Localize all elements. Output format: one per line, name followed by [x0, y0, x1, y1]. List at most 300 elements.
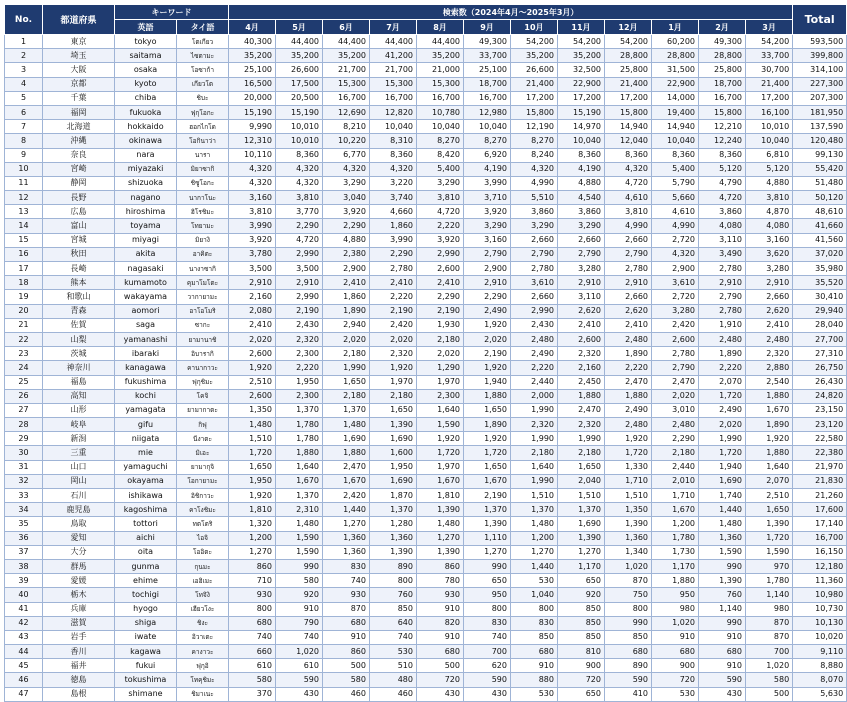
cell-keyword-thai: ฟุกุโอกะ: [177, 105, 229, 119]
cell-month-value: 1,890: [699, 347, 746, 361]
table-row[interactable]: [5, 389, 847, 403]
cell-keyword-thai: ซากะ: [177, 318, 229, 332]
cell-month-value: 2,300: [417, 389, 464, 403]
cell-month-value: 2,290: [652, 432, 699, 446]
cell-month-value: 870: [746, 630, 793, 644]
table-row[interactable]: [5, 616, 847, 630]
cell-month-value: 2,600: [417, 262, 464, 276]
table-row[interactable]: [5, 91, 847, 105]
table-row[interactable]: [5, 602, 847, 616]
header-month[interactable]: 12月: [605, 20, 652, 35]
cell-no: 15: [5, 233, 43, 247]
cell-month-value: 22,900: [652, 77, 699, 91]
cell-no: 35: [5, 517, 43, 531]
header-month[interactable]: 1月: [652, 20, 699, 35]
table-row[interactable]: [5, 191, 847, 205]
cell-month-value: 2,600: [558, 332, 605, 346]
cell-month-value: 1,810: [417, 489, 464, 503]
table-row[interactable]: [5, 49, 847, 63]
cell-month-value: 3,290: [558, 219, 605, 233]
cell-month-value: 21,400: [605, 77, 652, 91]
table-row[interactable]: [5, 645, 847, 659]
header-month[interactable]: 10月: [511, 20, 558, 35]
cell-month-value: 2,910: [605, 276, 652, 290]
cell-month-value: 2,220: [605, 361, 652, 375]
cell-keyword-english: nagano: [115, 191, 177, 205]
cell-month-value: 1,330: [605, 460, 652, 474]
cell-keyword-thai: โทยามะ: [177, 219, 229, 233]
table-row[interactable]: [5, 474, 847, 488]
cell-month-value: 1,890: [746, 418, 793, 432]
cell-month-value: 1,200: [652, 517, 699, 531]
cell-no: 19: [5, 290, 43, 304]
table-row[interactable]: [5, 262, 847, 276]
cell-keyword-thai: โอกินาว่า: [177, 134, 229, 148]
cell-month-value: 2,480: [605, 332, 652, 346]
cell-prefecture: 群馬: [43, 559, 115, 573]
cell-prefecture: 宮城: [43, 233, 115, 247]
cell-keyword-thai: กุนมะ: [177, 559, 229, 573]
header-month[interactable]: 4月: [229, 20, 276, 35]
cell-month-value: 740: [276, 630, 323, 644]
cell-month-value: 25,800: [699, 63, 746, 77]
cell-month-value: 790: [276, 616, 323, 630]
cell-month-value: 1,690: [370, 432, 417, 446]
cell-no: 47: [5, 687, 43, 701]
cell-month-value: 3,740: [370, 191, 417, 205]
cell-no: 29: [5, 432, 43, 446]
table-row[interactable]: [5, 403, 847, 417]
cell-month-value: 1,480: [699, 517, 746, 531]
cell-month-value: 26,600: [511, 63, 558, 77]
cell-month-value: 3,810: [417, 191, 464, 205]
header-month[interactable]: 11月: [558, 20, 605, 35]
cell-month-value: 3,920: [417, 233, 464, 247]
cell-month-value: 2,290: [370, 247, 417, 261]
table-row[interactable]: [5, 347, 847, 361]
cell-month-value: 2,320: [370, 347, 417, 361]
table-row[interactable]: [5, 304, 847, 318]
cell-month-value: 2,020: [464, 332, 511, 346]
header-prefecture[interactable]: 都道府県: [43, 5, 115, 35]
cell-month-value: 4,320: [652, 247, 699, 261]
cell-keyword-english: ishikawa: [115, 489, 177, 503]
cell-month-value: 650: [558, 687, 605, 701]
cell-total: 5,630: [793, 687, 847, 701]
table-row[interactable]: [5, 375, 847, 389]
cell-no: 32: [5, 474, 43, 488]
cell-month-value: 3,290: [323, 176, 370, 190]
cell-month-value: 16,700: [323, 91, 370, 105]
cell-total: 35,520: [793, 276, 847, 290]
table-row[interactable]: [5, 432, 847, 446]
cell-month-value: 1,360: [699, 531, 746, 545]
table-row[interactable]: [5, 531, 847, 545]
cell-month-value: 2,220: [370, 290, 417, 304]
cell-month-value: 810: [558, 645, 605, 659]
cell-month-value: 3,780: [229, 247, 276, 261]
cell-total: 41,560: [793, 233, 847, 247]
cell-month-value: 3,110: [558, 290, 605, 304]
cell-month-value: 2,420: [370, 318, 417, 332]
table-row[interactable]: [5, 517, 847, 531]
cell-month-value: 1,720: [417, 446, 464, 460]
cell-month-value: 19,400: [652, 105, 699, 119]
cell-month-value: 5,510: [511, 191, 558, 205]
cell-month-value: 1,920: [464, 432, 511, 446]
cell-month-value: 1,510: [229, 432, 276, 446]
cell-keyword-english: tochigi: [115, 588, 177, 602]
cell-month-value: 910: [323, 630, 370, 644]
cell-month-value: 2,780: [699, 262, 746, 276]
cell-month-value: 1,990: [511, 432, 558, 446]
table-row[interactable]: [5, 673, 847, 687]
cell-month-value: 2,790: [464, 247, 511, 261]
cell-no: 27: [5, 403, 43, 417]
cell-month-value: 12,210: [699, 120, 746, 134]
table-row[interactable]: [5, 219, 847, 233]
cell-prefecture: 神奈川: [43, 361, 115, 375]
cell-month-value: 910: [417, 630, 464, 644]
cell-month-value: 530: [511, 687, 558, 701]
cell-month-value: 3,160: [464, 233, 511, 247]
table-row[interactable]: [5, 63, 847, 77]
table-row[interactable]: [5, 233, 847, 247]
cell-keyword-thai: ชิงะ: [177, 616, 229, 630]
cell-month-value: 1,510: [605, 489, 652, 503]
table-header: [5, 5, 847, 35]
cell-prefecture: 高知: [43, 389, 115, 403]
cell-month-value: 1,920: [464, 318, 511, 332]
cell-keyword-english: gunma: [115, 559, 177, 573]
cell-month-value: 17,200: [511, 91, 558, 105]
cell-no: 45: [5, 659, 43, 673]
cell-month-value: 14,940: [605, 120, 652, 134]
cell-month-value: 8,270: [511, 134, 558, 148]
cell-keyword-english: chiba: [115, 91, 177, 105]
cell-month-value: 1,670: [464, 474, 511, 488]
cell-keyword-english: yamagata: [115, 403, 177, 417]
cell-month-value: 4,540: [558, 191, 605, 205]
header-no[interactable]: No.: [5, 5, 43, 35]
cell-no: 37: [5, 545, 43, 559]
cell-month-value: 2,190: [417, 304, 464, 318]
cell-month-value: 1,910: [699, 318, 746, 332]
cell-prefecture: 東京: [43, 35, 115, 49]
cell-month-value: 12,690: [323, 105, 370, 119]
cell-month-value: 4,720: [417, 205, 464, 219]
cell-month-value: 28,800: [652, 49, 699, 63]
cell-month-value: 2,300: [276, 389, 323, 403]
cell-month-value: 1,370: [323, 403, 370, 417]
cell-month-value: 2,180: [511, 446, 558, 460]
cell-month-value: 2,790: [652, 361, 699, 375]
cell-month-value: 5,660: [652, 191, 699, 205]
cell-month-value: 2,660: [558, 233, 605, 247]
table-row[interactable]: [5, 276, 847, 290]
table-row[interactable]: [5, 630, 847, 644]
header-month[interactable]: 2月: [699, 20, 746, 35]
header-search-volume: 検索数（2024年4月～2025年3月）: [229, 5, 793, 20]
cell-month-value: 2,180: [370, 389, 417, 403]
cell-no: 28: [5, 418, 43, 432]
cell-month-value: 1,270: [464, 545, 511, 559]
cell-keyword-thai: มิยางิ: [177, 233, 229, 247]
cell-keyword-thai: โอซาก้า: [177, 63, 229, 77]
cell-total: 35,980: [793, 262, 847, 276]
cell-keyword-thai: เอฮิเมะ: [177, 574, 229, 588]
cell-total: 99,130: [793, 148, 847, 162]
cell-no: 31: [5, 460, 43, 474]
cell-month-value: 740: [370, 630, 417, 644]
cell-month-value: 16,700: [417, 91, 464, 105]
cell-month-value: 2,900: [464, 262, 511, 276]
cell-month-value: 2,000: [511, 389, 558, 403]
cell-month-value: 2,040: [558, 474, 605, 488]
cell-prefecture: 山口: [43, 460, 115, 474]
cell-month-value: 54,200: [558, 35, 605, 49]
cell-month-value: 850: [558, 602, 605, 616]
cell-month-value: 1,280: [370, 517, 417, 531]
header-thai[interactable]: タイ語: [177, 20, 229, 35]
cell-month-value: 1,650: [229, 460, 276, 474]
table-row[interactable]: [5, 148, 847, 162]
cell-month-value: 1,320: [229, 517, 276, 531]
cell-month-value: 1,370: [464, 503, 511, 517]
table-row[interactable]: [5, 162, 847, 176]
cell-keyword-english: kagoshima: [115, 503, 177, 517]
cell-month-value: 30,700: [746, 63, 793, 77]
cell-prefecture: 岐阜: [43, 418, 115, 432]
cell-month-value: 1,390: [417, 503, 464, 517]
cell-month-value: 1,590: [276, 545, 323, 559]
table-row[interactable]: [5, 687, 847, 701]
cell-month-value: 950: [652, 588, 699, 602]
cell-month-value: 14,970: [558, 120, 605, 134]
cell-month-value: 1,020: [652, 616, 699, 630]
cell-month-value: 2,990: [276, 247, 323, 261]
cell-month-value: 1,290: [417, 361, 464, 375]
table-row[interactable]: [5, 659, 847, 673]
cell-month-value: 1,590: [417, 418, 464, 432]
cell-month-value: 35,200: [511, 49, 558, 63]
cell-month-value: 2,440: [511, 375, 558, 389]
cell-month-value: 2,490: [511, 347, 558, 361]
table-row[interactable]: [5, 545, 847, 559]
cell-month-value: 8,360: [558, 148, 605, 162]
cell-month-value: 15,190: [558, 105, 605, 119]
cell-prefecture: 兵庫: [43, 602, 115, 616]
cell-month-value: 1,480: [229, 418, 276, 432]
cell-month-value: 2,320: [511, 418, 558, 432]
cell-month-value: 1,950: [276, 375, 323, 389]
table-row[interactable]: [5, 318, 847, 332]
cell-keyword-english: shiga: [115, 616, 177, 630]
cell-month-value: 580: [276, 574, 323, 588]
cell-keyword-english: iwate: [115, 630, 177, 644]
cell-month-value: 2,720: [652, 233, 699, 247]
cell-month-value: 1,480: [276, 517, 323, 531]
cell-month-value: 54,200: [746, 35, 793, 49]
cell-total: 8,880: [793, 659, 847, 673]
cell-month-value: 1,360: [323, 531, 370, 545]
header-keyword: キーワード: [115, 5, 229, 20]
cell-month-value: 1,390: [558, 531, 605, 545]
table-row[interactable]: [5, 418, 847, 432]
cell-month-value: 980: [746, 602, 793, 616]
cell-month-value: 1,440: [511, 559, 558, 573]
cell-no: 10: [5, 162, 43, 176]
cell-month-value: 2,780: [699, 304, 746, 318]
cell-month-value: 3,770: [276, 205, 323, 219]
cell-total: 21,970: [793, 460, 847, 474]
table-row[interactable]: [5, 105, 847, 119]
cell-month-value: 950: [464, 588, 511, 602]
table-row[interactable]: [5, 35, 847, 49]
cell-month-value: 2,160: [229, 290, 276, 304]
cell-month-value: 16,700: [464, 91, 511, 105]
cell-month-value: 2,470: [323, 460, 370, 474]
table-row[interactable]: [5, 205, 847, 219]
header-month[interactable]: 9月: [464, 20, 511, 35]
cell-month-value: 1,670: [417, 474, 464, 488]
cell-prefecture: 静岡: [43, 176, 115, 190]
cell-keyword-english: hiroshima: [115, 205, 177, 219]
cell-keyword-english: saitama: [115, 49, 177, 63]
header-month[interactable]: 7月: [370, 20, 417, 35]
cell-month-value: 2,070: [699, 375, 746, 389]
cell-month-value: 2,450: [558, 375, 605, 389]
table-row[interactable]: [5, 361, 847, 375]
cell-month-value: 4,320: [229, 162, 276, 176]
cell-month-value: 2,470: [558, 403, 605, 417]
cell-no: 44: [5, 645, 43, 659]
cell-month-value: 1,020: [605, 559, 652, 573]
cell-month-value: 590: [605, 673, 652, 687]
table-row[interactable]: [5, 134, 847, 148]
cell-month-value: 21,400: [746, 77, 793, 91]
cell-prefecture: 青森: [43, 304, 115, 318]
cell-keyword-english: kumamoto: [115, 276, 177, 290]
cell-keyword-english: wakayama: [115, 290, 177, 304]
cell-month-value: 31,500: [652, 63, 699, 77]
cell-keyword-thai: คาโงชิมะ: [177, 503, 229, 517]
header-month[interactable]: 6月: [323, 20, 370, 35]
cell-month-value: 2,020: [370, 332, 417, 346]
cell-month-value: 2,910: [558, 276, 605, 290]
cell-month-value: 530: [511, 574, 558, 588]
cell-month-value: 2,320: [276, 332, 323, 346]
cell-month-value: 8,270: [464, 134, 511, 148]
header-english[interactable]: 英語: [115, 20, 177, 35]
cell-month-value: 2,600: [229, 347, 276, 361]
cell-keyword-thai: นีงาตะ: [177, 432, 229, 446]
cell-month-value: 21,700: [323, 63, 370, 77]
cell-month-value: 2,220: [511, 361, 558, 375]
cell-month-value: 1,270: [511, 545, 558, 559]
cell-month-value: 3,290: [417, 176, 464, 190]
cell-keyword-thai: นารา: [177, 148, 229, 162]
cell-month-value: 2,180: [558, 446, 605, 460]
cell-total: 21,830: [793, 474, 847, 488]
cell-keyword-thai: เกียวโต: [177, 77, 229, 91]
cell-month-value: 3,990: [370, 233, 417, 247]
cell-month-value: 870: [605, 574, 652, 588]
cell-month-value: 2,310: [276, 503, 323, 517]
cell-keyword-english: akita: [115, 247, 177, 261]
header-month[interactable]: 8月: [417, 20, 464, 35]
table-row[interactable]: [5, 332, 847, 346]
cell-month-value: 3,860: [558, 205, 605, 219]
cell-month-value: 1,590: [699, 545, 746, 559]
table-row[interactable]: [5, 77, 847, 91]
cell-month-value: 920: [558, 588, 605, 602]
cell-month-value: 2,790: [699, 290, 746, 304]
cell-month-value: 21,000: [417, 63, 464, 77]
cell-month-value: 780: [417, 574, 464, 588]
header-month[interactable]: 5月: [276, 20, 323, 35]
cell-total: 593,500: [793, 35, 847, 49]
cell-month-value: 10,110: [229, 148, 276, 162]
table-row[interactable]: [5, 460, 847, 474]
table-row[interactable]: [5, 176, 847, 190]
cell-month-value: 12,820: [370, 105, 417, 119]
table-row[interactable]: [5, 574, 847, 588]
cell-month-value: 15,190: [276, 105, 323, 119]
cell-month-value: 2,900: [652, 262, 699, 276]
cell-total: 227,300: [793, 77, 847, 91]
cell-month-value: 44,400: [370, 35, 417, 49]
table-row[interactable]: [5, 489, 847, 503]
cell-month-value: 2,910: [276, 276, 323, 290]
cell-total: 26,430: [793, 375, 847, 389]
cell-month-value: 2,910: [229, 276, 276, 290]
header-month[interactable]: 3月: [746, 20, 793, 35]
table-row[interactable]: [5, 290, 847, 304]
cell-month-value: 1,440: [323, 503, 370, 517]
cell-no: 39: [5, 574, 43, 588]
cell-month-value: 15,300: [370, 77, 417, 91]
table-row[interactable]: [5, 120, 847, 134]
cell-month-value: 640: [370, 616, 417, 630]
cell-month-value: 4,990: [605, 219, 652, 233]
cell-month-value: 3,040: [323, 191, 370, 205]
table-body: [5, 35, 847, 702]
table-row[interactable]: [5, 247, 847, 261]
table-row[interactable]: [5, 588, 847, 602]
cell-month-value: 2,660: [605, 233, 652, 247]
cell-prefecture: 福島: [43, 375, 115, 389]
cell-keyword-english: tottori: [115, 517, 177, 531]
cell-month-value: 970: [746, 559, 793, 573]
cell-total: 24,820: [793, 389, 847, 403]
cell-month-value: 800: [229, 602, 276, 616]
cell-month-value: 830: [511, 616, 558, 630]
cell-month-value: 2,010: [652, 474, 699, 488]
table-row[interactable]: [5, 446, 847, 460]
cell-month-value: 4,080: [699, 219, 746, 233]
header-total[interactable]: Total: [793, 5, 847, 35]
cell-keyword-thai: คางาวะ: [177, 645, 229, 659]
cell-keyword-english: aichi: [115, 531, 177, 545]
cell-month-value: 1,950: [229, 474, 276, 488]
cell-month-value: 2,470: [605, 375, 652, 389]
table-row[interactable]: [5, 503, 847, 517]
cell-month-value: 500: [417, 659, 464, 673]
cell-month-value: 1,990: [558, 432, 605, 446]
table-row[interactable]: [5, 559, 847, 573]
cell-month-value: 1,390: [464, 517, 511, 531]
